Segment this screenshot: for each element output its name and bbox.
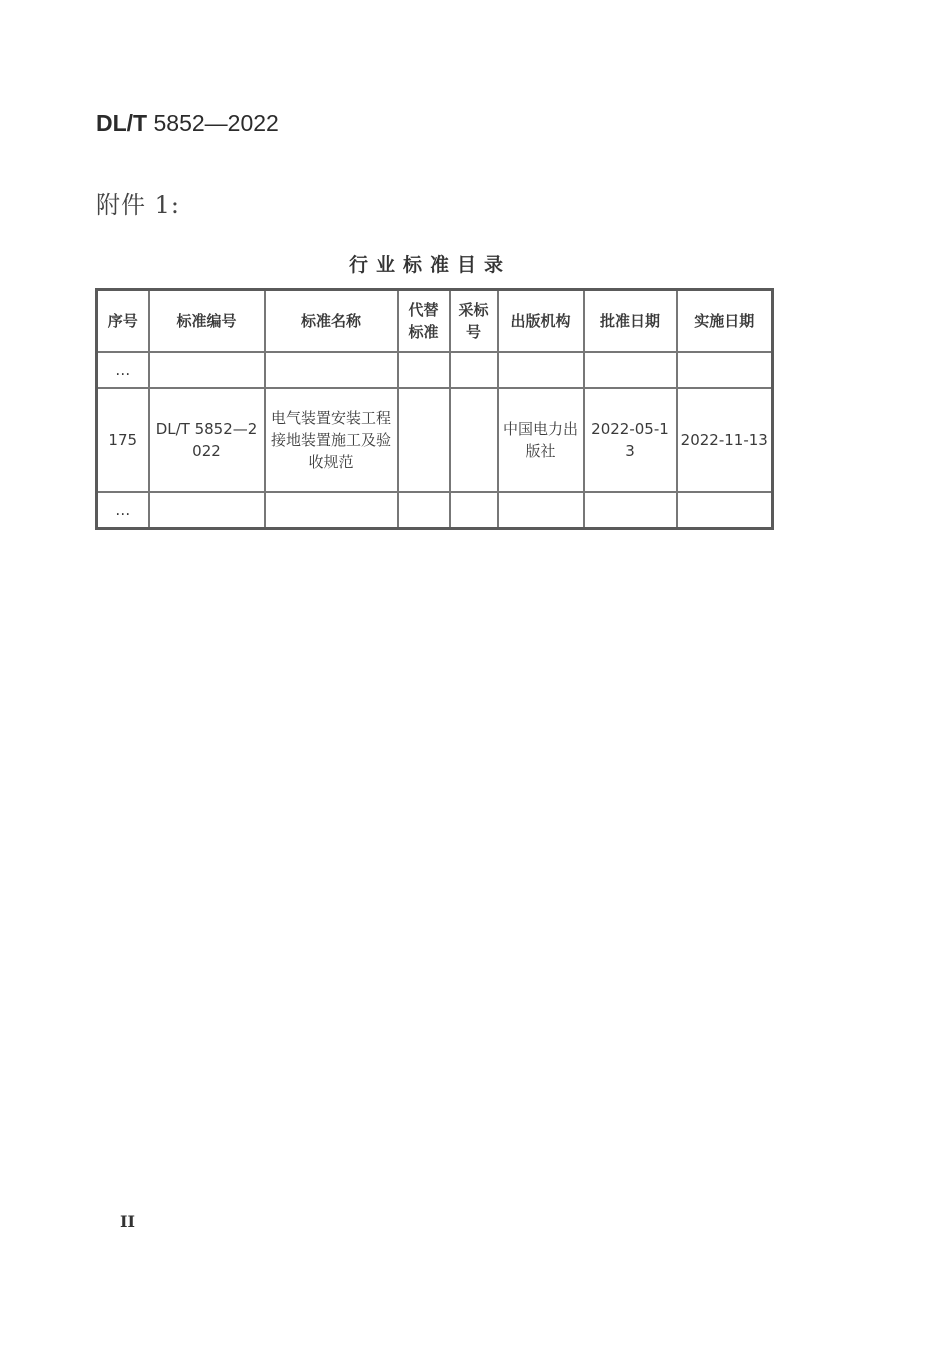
table-cell: DL/T 5852—2022	[149, 388, 265, 492]
table-cell	[498, 492, 584, 529]
header-approval-date: 批准日期	[584, 290, 677, 353]
table-cell	[677, 352, 773, 388]
header-publisher: 出版机构	[498, 290, 584, 353]
table-cell: 电气装置安装工程接地装置施工及验收规范	[265, 388, 398, 492]
standard-code	[96, 110, 279, 137]
attachment-label: 附件 1:	[96, 191, 180, 219]
table-row	[97, 352, 773, 388]
page-number: II	[120, 1212, 135, 1231]
table-cell: …	[97, 352, 149, 388]
table-cell: 中国电力出版社	[498, 388, 584, 492]
table-cell	[398, 352, 450, 388]
table-header-row	[97, 290, 773, 353]
table-title: 行业标准目录	[348, 254, 511, 276]
standard-code-number: 5852—2022	[147, 110, 279, 136]
table-cell	[584, 352, 677, 388]
table-row	[97, 492, 773, 529]
header-standard-name: 标准名称	[265, 290, 398, 353]
table-cell: …	[97, 492, 149, 529]
table-cell	[149, 352, 265, 388]
standards-catalog-table	[95, 288, 774, 530]
table-cell	[450, 492, 498, 529]
table-cell	[450, 352, 498, 388]
header-standard-number: 标准编号	[149, 290, 265, 353]
table-cell: 175	[97, 388, 149, 492]
table-cell: 2022-11-13	[677, 388, 773, 492]
table-cell	[450, 388, 498, 492]
header-adopted-standard-number: 采标号	[450, 290, 498, 353]
table-cell	[398, 388, 450, 492]
header-implementation-date: 实施日期	[677, 290, 773, 353]
table-cell	[677, 492, 773, 529]
table-row	[97, 388, 773, 492]
table-cell	[265, 492, 398, 529]
table-cell	[149, 492, 265, 529]
standard-code-prefix: DL/T	[96, 110, 148, 136]
header-replaced-standard: 代替标准	[398, 290, 450, 353]
table-cell	[498, 352, 584, 388]
table-cell	[265, 352, 398, 388]
table-cell	[398, 492, 450, 529]
table-cell: 2022-05-13	[584, 388, 677, 492]
header-serial: 序号	[97, 290, 149, 353]
table-cell	[584, 492, 677, 529]
